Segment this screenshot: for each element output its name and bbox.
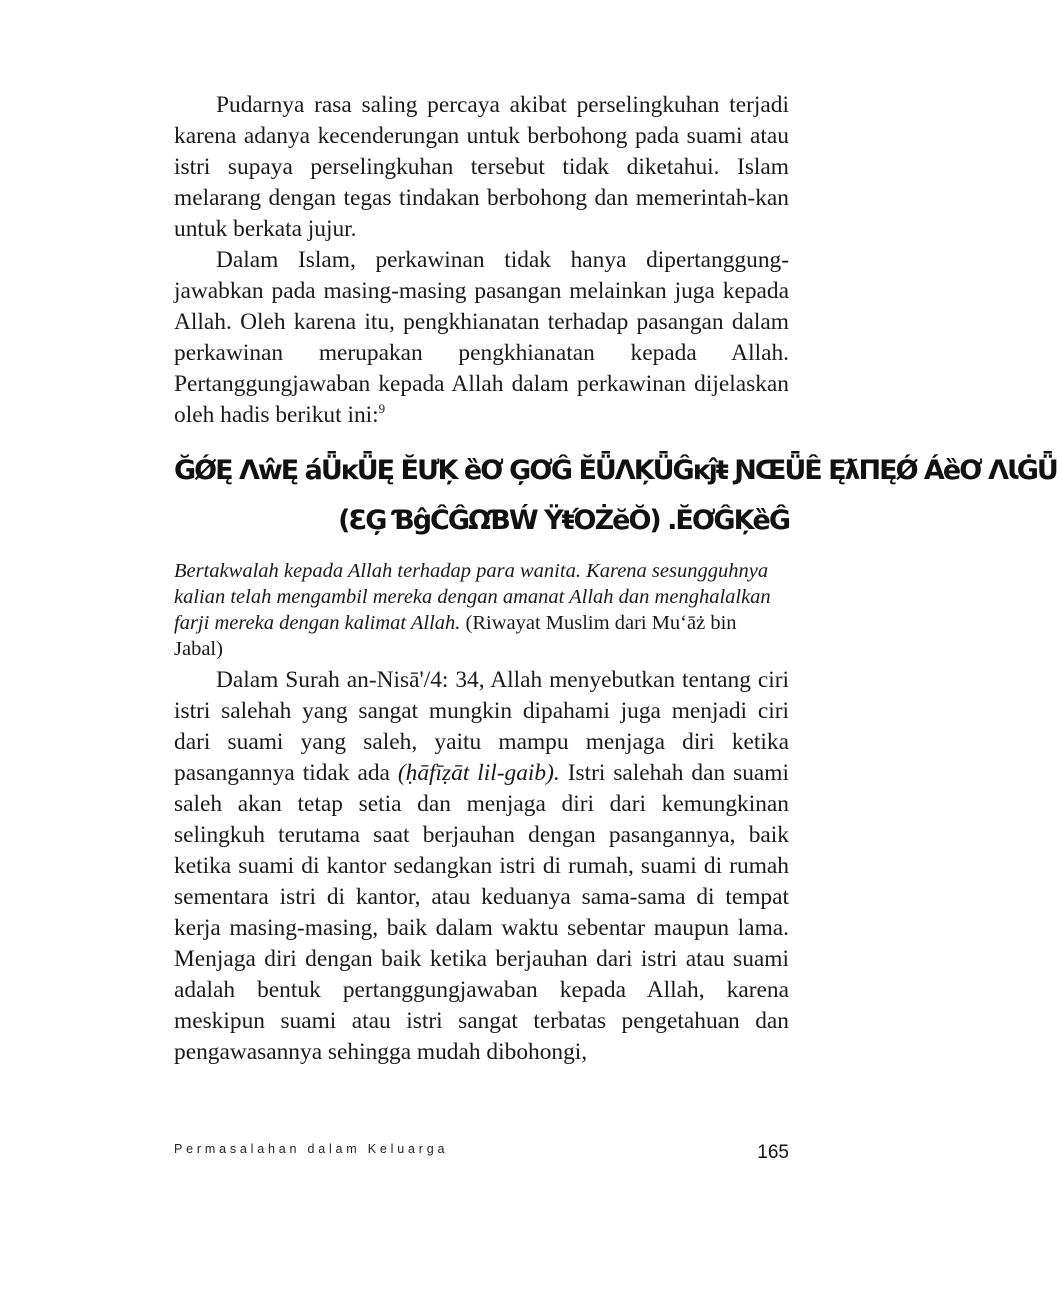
intro-text	[174, 90, 789, 431]
paragraph-3	[174, 665, 789, 1068]
translation-italic: Bertakwalah kepada Allah terhadap para wanita. Karena sesungguhnya kalian telah mengambil mereka dengan amanat Allah dan menghalalkan farji mereka dengan kalimat Allah.	[174, 560, 771, 634]
hadith-arabic	[174, 446, 1057, 546]
translation-text	[174, 558, 789, 662]
paragraph-3-rest: Istri salehah dan suami saleh akan tetap setia dan menjaga diri dari kemungkinan selingkuh terutama saat berjauhan dengan pasangannya, baik ketika suami di kantor sedangkan istri di rumah, suami di rumah sementara istri di kantor, atau keduanya sama-sama di tempat kerja masing-masing, baik dalam waktu sebentar maupun lama. Menjaga diri dengan baik ketika berjauhan dari istri atau suami adalah bentuk pertanggungjawaban kepada Allah, karena meskipun suami atau istri sangat terbatas pengetahuan dan pengawasannya sehingga mudah dibohongi,	[174, 760, 789, 1065]
hadith-arabic-line-2: (ƐĢ ƁĝĈĜΩƁẂ ŸŧΌŻĕŎ) .ĔƠĜĶȅĜ	[338, 505, 789, 536]
footnote-marker: 9	[378, 401, 386, 417]
hadith-source: (Riwayat Muslim dari Mu‘āż bin Jabal)	[174, 612, 737, 660]
main-text	[174, 665, 789, 1068]
hadith-arabic-line-1: ĞǾĘ ΛŵĘ áǕĸǕĘ ĔƯĶ ȅƠ ĢƠĜ ĔǕΛĶǕĜĸĵŧ ƝŒǕÊ ĘƛΠĘǾ ÁȅƠ ΛƖĠǕ	[174, 455, 1057, 486]
paragraph-1: Pudarnya rasa saling percaya akibat perselingkuhan terjadi karena adanya kecenderungan untuk berbohong pada suami atau istri supaya perselingkuhan tersebut tidak diketahui. Islam melarang dengan tegas tindakan berbohong dan memerintah-kan untuk berkata jujur.	[174, 92, 789, 242]
paragraph-3-italic-term: (ḥāfīẓāt lil-gaib).	[397, 760, 560, 786]
page-number: 165	[757, 1142, 789, 1163]
paragraph-2-text: Dalam Islam, perkawinan tidak hanya dipertanggung-jawabkan pada masing-masing pasangan melainkan juga kepada Allah. Oleh karena itu, pengkhianatan terhadap pasangan dalam perkawinan merupakan pengkhianatan kepada Allah. Pertanggungjawaban kepada Allah dalam perkawinan dijelaskan oleh hadis berikut ini:	[174, 247, 789, 428]
paragraph-2	[174, 245, 789, 431]
paragraph-3-text: Dalam Surah an-Nisā'/4: 34, Allah menyebutkan tentang ciri istri salehah yang sangat mungkin dipahami juga menjadi ciri dari suami yang saleh, yaitu mampu menjaga diri ketika pasangannya tidak ada	[174, 667, 789, 786]
running-title: Permasalahan dalam Keluarga	[174, 1142, 449, 1156]
hadith-translation	[174, 558, 789, 662]
